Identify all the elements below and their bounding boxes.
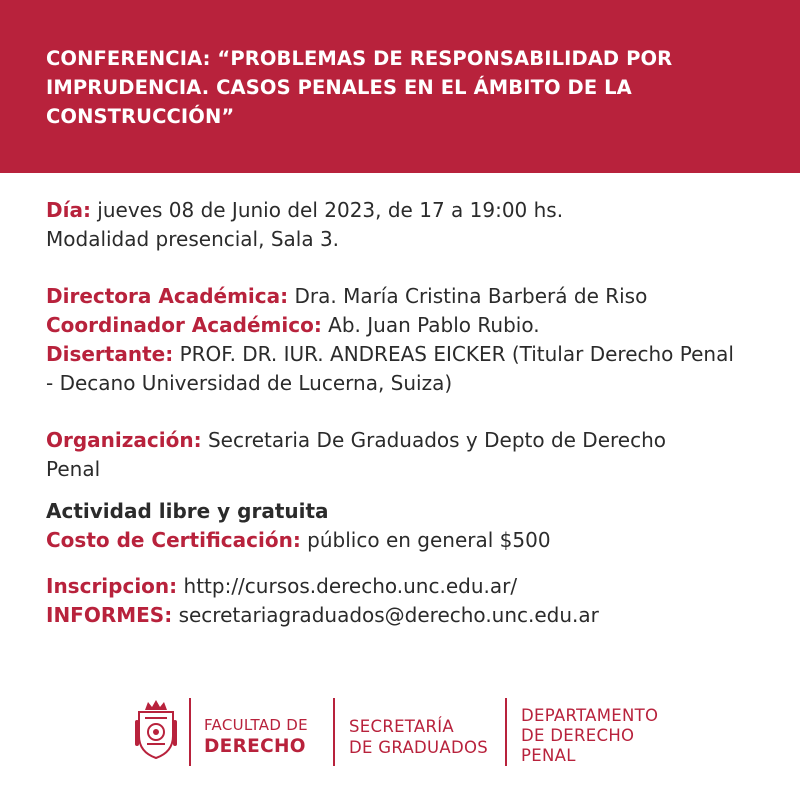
contact-line xyxy=(46,601,776,630)
departamento-line1: DEPARTAMENTO xyxy=(521,706,659,725)
registration-link[interactable]: http://cursos.derecho.unc.edu.ar/ xyxy=(177,574,518,598)
divider-3 xyxy=(505,698,507,766)
secretaria-line1: SECRETARÍA xyxy=(349,717,455,736)
logo-secretaria xyxy=(349,716,488,758)
cost-label: Costo de Certificación: xyxy=(46,528,301,552)
cost-line xyxy=(46,526,776,555)
director-label: Directora Académica: xyxy=(46,284,289,308)
coordinator-value: Ab. Juan Pablo Rubio. xyxy=(321,313,540,337)
coordinator-line xyxy=(46,311,776,340)
header-banner xyxy=(0,0,800,173)
logo-facultad xyxy=(204,716,308,759)
organization-label: Organización: xyxy=(46,428,202,452)
activity-note: Actividad libre y gratuita xyxy=(46,499,329,523)
speaker-value: PROF. DR. IUR. ANDREAS EICKER (Titular Derecho Penal - Decano Universidad de Lucerna, Suiza) xyxy=(46,342,734,395)
registration-label: Inscripcion: xyxy=(46,574,178,598)
speaker-label: Disertante: xyxy=(46,342,174,366)
director-line xyxy=(46,282,686,311)
logo-departamento xyxy=(521,706,658,766)
director-value: Dra. María Cristina Barberá de Riso xyxy=(288,284,648,308)
departamento-line2: DE DERECHO xyxy=(521,726,635,745)
organization-value: Secretaria De Graduados y Depto de Derecho Penal xyxy=(46,428,667,481)
cost-value: público en general $500 xyxy=(300,528,551,552)
facultad-big-text: DERECHO xyxy=(204,736,306,757)
page-title: CONFERENCIA: “PROBLEMAS DE RESPONSABILIDAD POR IMPRUDENCIA. CASOS PENALES EN EL ÁMBITO DE LA CONSTRUCCIÓN” xyxy=(46,47,673,128)
divider-1 xyxy=(189,698,191,766)
contact-email[interactable]: secretariagraduados@derecho.unc.edu.ar xyxy=(172,603,599,627)
date-value: jueves 08 de Junio del 2023, de 17 a 19:00 hs. xyxy=(90,198,564,222)
registration-line xyxy=(46,572,776,601)
organization-line xyxy=(46,426,716,484)
speaker-line xyxy=(46,340,746,398)
date-label: Día: xyxy=(46,198,91,222)
coordinator-label: Coordinador Académico: xyxy=(46,313,322,337)
university-seal-icon xyxy=(133,698,179,760)
modality-line: Modalidad presencial, Sala 3. xyxy=(46,227,340,251)
footer-logos xyxy=(0,694,800,774)
event-details xyxy=(46,196,776,630)
divider-2 xyxy=(333,698,335,766)
secretaria-line2: DE GRADUADOS xyxy=(349,738,489,757)
facultad-small-text: FACULTAD DE xyxy=(204,716,308,734)
contact-label: INFORMES: xyxy=(46,603,173,627)
date-line xyxy=(46,196,776,225)
departamento-line3: PENAL xyxy=(521,746,576,765)
